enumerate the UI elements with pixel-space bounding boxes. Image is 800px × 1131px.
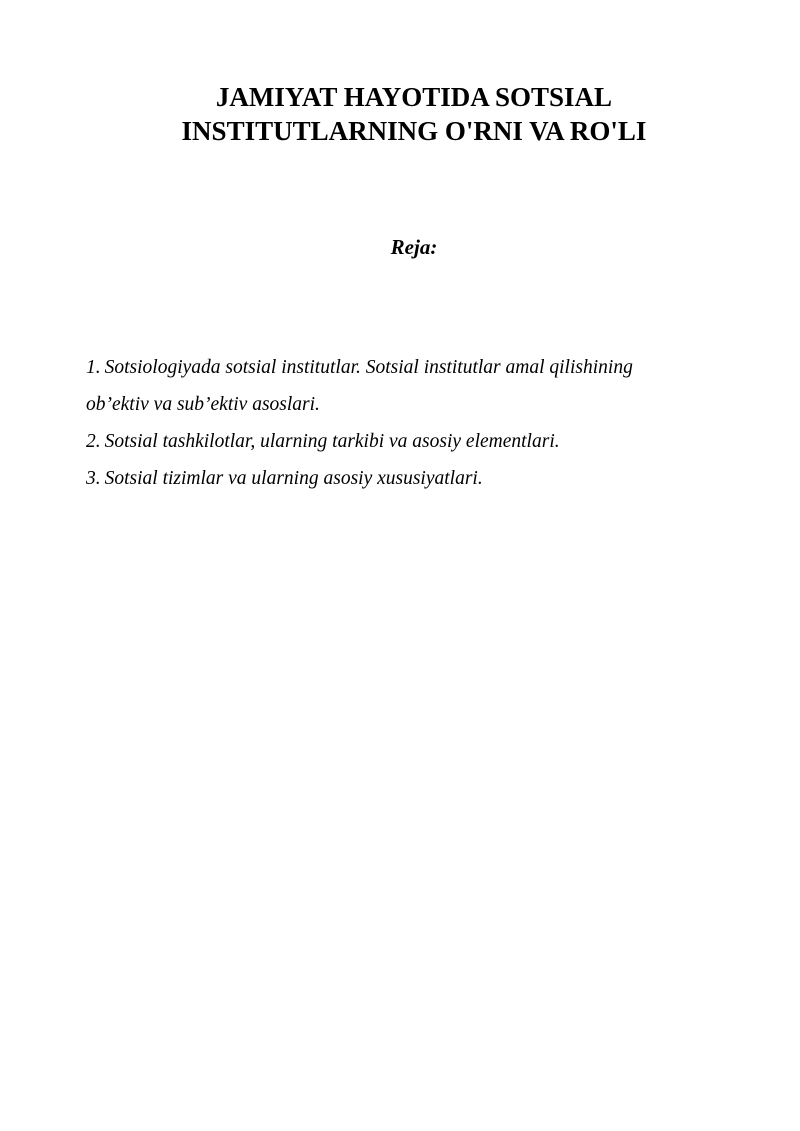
- plan-item-text: Sotsiologiyada sotsial institutlar. Sotsial institutlar amal qilishining: [104, 357, 633, 378]
- plan-item-number: 3.: [86, 468, 101, 489]
- plan-item-2: [86, 423, 726, 460]
- plan-item-1: [86, 349, 726, 423]
- plan-item-number: 1.: [86, 357, 101, 378]
- plan-item-3: [86, 460, 726, 497]
- plan-list: [86, 349, 726, 497]
- plan-item-number: 2.: [86, 431, 101, 452]
- plan-item-text: Sotsial tashkilotlar, ularning tarkibi va asosiy elementlari.: [104, 431, 560, 452]
- plan-item-continuation: ob’ektiv va sub’ektiv asoslari.: [86, 394, 320, 415]
- document-title: [0, 80, 800, 148]
- document-title-line-1: JAMIYAT HAYOTIDA SOTSIAL: [215, 82, 613, 112]
- document-title-line-2: INSTITUTLARNING O'RNI VA RO'LI: [181, 116, 647, 146]
- plan-heading: Reja:: [390, 235, 438, 259]
- plan-item-text: Sotsial tizimlar va ularning asosiy xususiyatlari.: [104, 468, 483, 489]
